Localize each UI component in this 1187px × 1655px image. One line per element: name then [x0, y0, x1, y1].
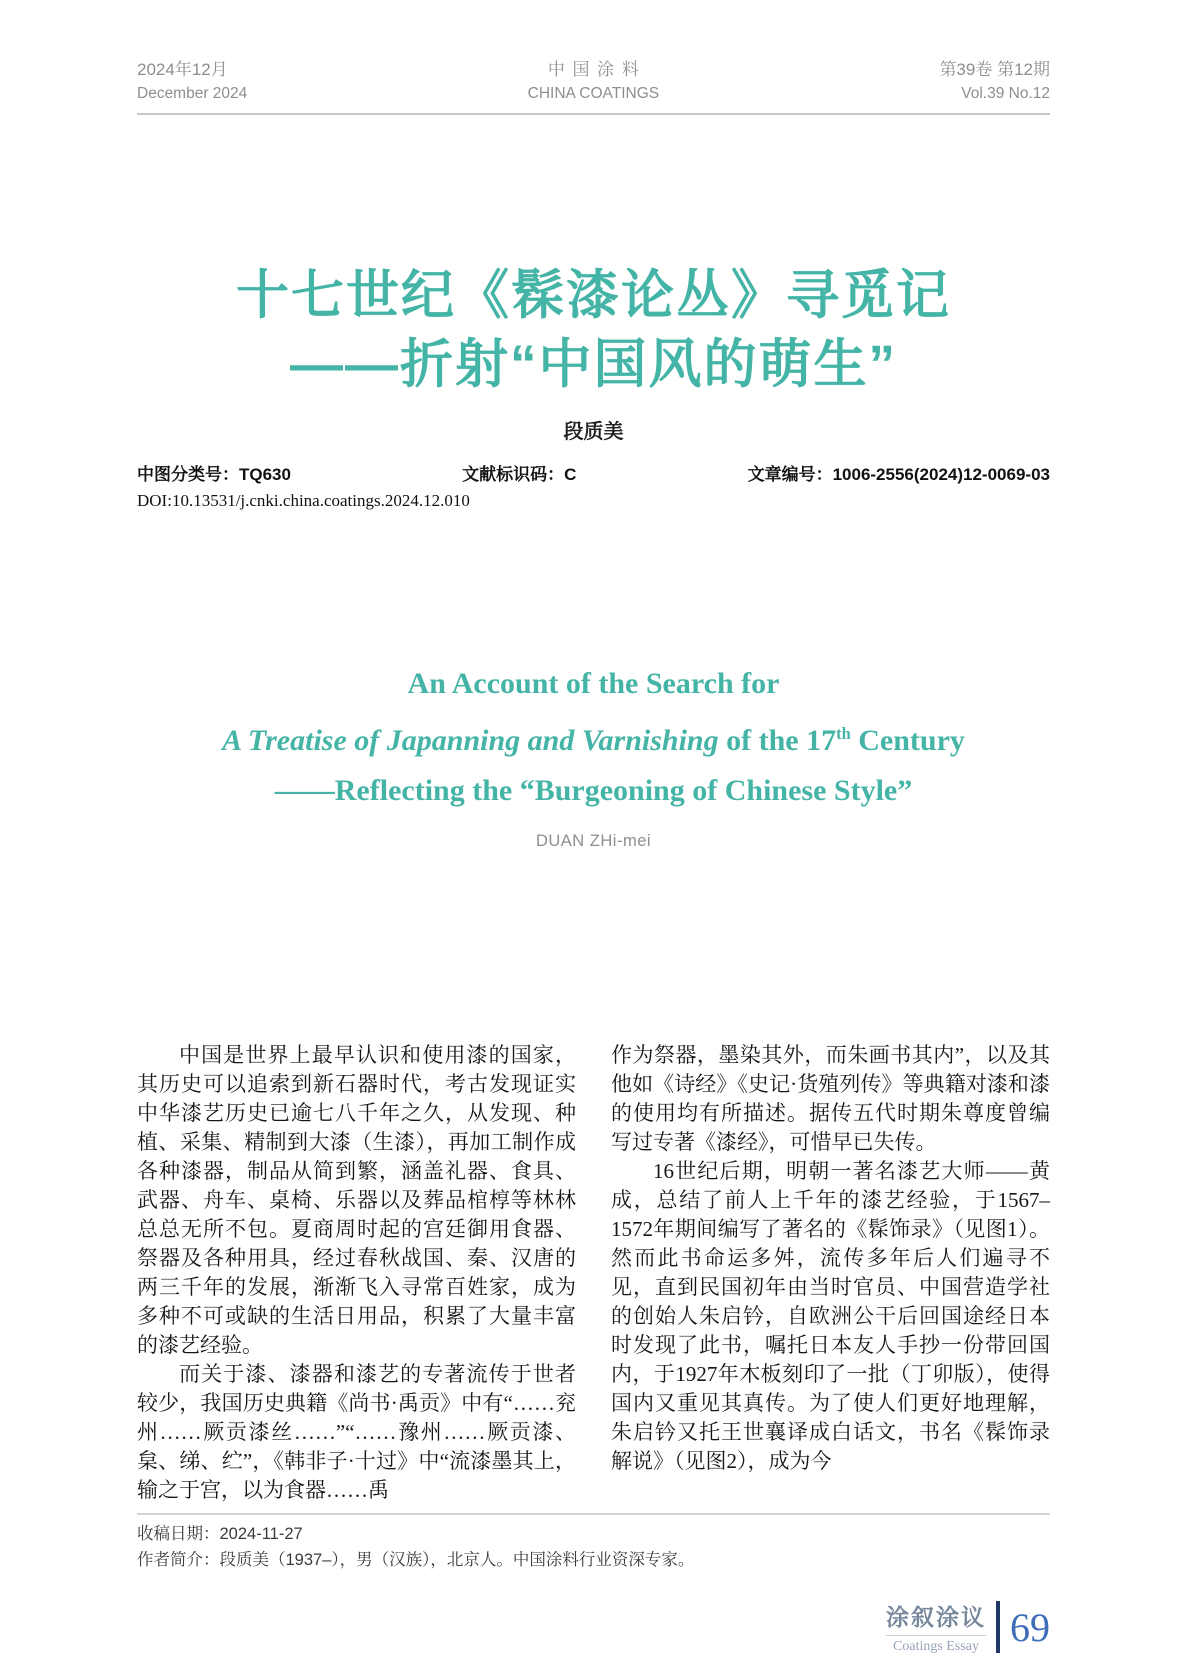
paragraph: 16世纪后期，明朝一著名漆艺大师——黄成，总结了前人上千年的漆艺经验，于1567–1572年期间编写了著名的《髹饰录》（见图1）。然而此书命运多舛，流传多年后人们遍寻不见，直到民国初年由当时官员、中国营造学社的创始人朱启钤，自欧洲公干后回国途经日本时发现了此书，嘱托日本友人手抄一份带回国内，于1927年木板刻印了一批（丁卯版），使得国内又重见其真传。为了使人们更好地理解，朱启钤又托王世襄译成白话文，书名《髹饰录解说》（见图2），成为今 [611, 1159, 1050, 1473]
article-title-en-line1: An Account of the Search for [407, 667, 780, 700]
author-bio: 作者简介：段质美（1937–），男（汉族），北京人。中国涂料行业资深专家。 [137, 1551, 695, 1569]
article-title-en-line2 [137, 709, 1050, 766]
article-title-zh-line2: ——折射“中国风的萌生” [290, 335, 897, 394]
journal-name-en: CHINA COATINGS [527, 85, 660, 102]
author-name-zh: 段质美 [563, 421, 624, 443]
document-code: 文献标识码：C [462, 465, 577, 484]
paragraph: 而关于漆、漆器和漆艺的专著流传于世者较少，我国历史典籍《尚书·禹贡》中有“……兖州……厥贡漆丝……”“……豫州……厥贡漆、枲、绨、纻”，《韩非子·十过》中“流漆墨其上，输之于宫，以为食器……禹 [137, 1362, 576, 1502]
body-column-left [137, 1041, 576, 1505]
header-date [137, 58, 247, 106]
article-meta-row [137, 460, 1050, 485]
article-title-en-line3: ——Reflecting the “Burgeoning of Chinese Style” [274, 774, 913, 807]
article-title-zh-line1: 十七世纪《髹漆论丛》寻觅记 [236, 266, 951, 325]
journal-header [137, 58, 1050, 106]
journal-name-zh: 中国涂料 [547, 60, 647, 79]
header-issue-en: Vol.39 No.12 [961, 85, 1050, 102]
article-footnote [137, 1521, 1050, 1573]
section-label-zh: 涂叙涂议 [886, 1604, 986, 1630]
article-body [137, 1041, 1050, 1505]
body-column-right [611, 1041, 1050, 1505]
section-label-en: Coatings Essay [886, 1635, 986, 1655]
book-title-italic: A Treatise of Japanning and Varnishing [222, 724, 719, 757]
doi: DOI:10.13531/j.cnki.china.coatings.2024.12.010 [137, 491, 470, 510]
page-footer [137, 1599, 1050, 1655]
article-id: 文章编号：1006-2556(2024)12-0069-03 [747, 465, 1050, 484]
author-name-en: DUAN ZHi-mei [535, 832, 652, 850]
page-number: 69 [1010, 1604, 1050, 1650]
clc-number: 中图分类号：TQ630 [137, 465, 291, 484]
header-date-zh: 2024年12月 [137, 60, 228, 79]
footnote-divider [137, 1513, 1050, 1515]
ordinal-superscript: th [836, 724, 851, 743]
title-en-line2-end: Century [850, 724, 965, 757]
received-date: 收稿日期：2024-11-27 [137, 1525, 303, 1543]
paragraph: 作为祭器，墨染其外，而朱画书其内”，以及其他如《诗经》《史记·货殖列传》等典籍对漆和漆的使用均有所描述。据传五代时期朱尊度曾编写过专著《漆经》，可惜早已失传。 [611, 1043, 1050, 1154]
title-en-line2-mid: of the 17 [718, 724, 837, 757]
header-date-en: December 2024 [137, 85, 248, 102]
header-issue-zh: 第39卷 第12期 [939, 60, 1050, 79]
article-title-en [137, 659, 1050, 816]
header-journal-name [528, 58, 659, 106]
header-issue [939, 58, 1050, 106]
paragraph: 中国是世界上最早认识和使用漆的国家，其历史可以追索到新石器时代，考古发现证实中华漆艺历史已逾七八千年之久，从发现、种植、采集、精制到大漆（生漆），再加工制作成各种漆器，制品从简到繁，涵盖礼器、食具、武器、舟车、桌椅、乐器以及葬品棺椁等林林总总无所不包。夏商周时起的宫廷御用食器、祭器及各种用具，经过春秋战国、秦、汉唐的两三千年的发展，渐渐飞入寻常百姓家，成为多种不可或缺的生活日用品，积累了大量丰富的漆艺经验。 [137, 1043, 576, 1357]
header-divider [137, 113, 1050, 115]
article-title-zh [137, 261, 1050, 399]
footer-vertical-bar [996, 1601, 1000, 1653]
section-label [886, 1599, 986, 1655]
